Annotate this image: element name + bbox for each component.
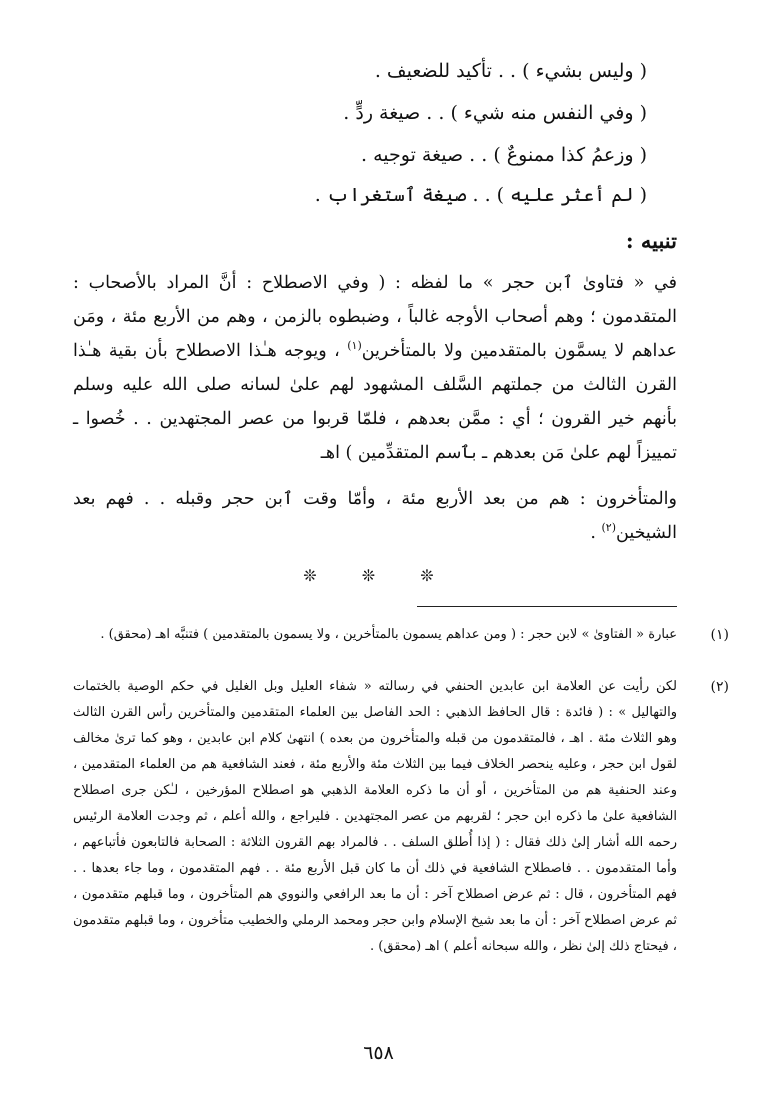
footnote-2: [73, 674, 729, 960]
list-item: ( لم أعثر عليه ) . . صيغة ٱستغراب .: [314, 184, 647, 206]
paragraph-mutaakhirun: [73, 482, 677, 550]
list-item: ( وفي النفس منه شيء ) . . صيغة ردٍّ .: [343, 102, 647, 124]
paragraph-text: ، ويوجه هـٰذا الاصطلاح بأن بقية هـٰذا القرن الثالث من جملتهم السَّلف المشهود لهم علىٰ لسانه صلى الله عليه وسلم بأنهم خير القرون ؛ أي : ممَّن بعدهم ، فلمّا قربوا من عصر المجتهدين . . خُصوا ـ تمييزاً لهم علىٰ مَن بعدهم ـ بٱسم المتقدِّمين ) اهـ: [73, 341, 677, 463]
footnote-number: (١): [710, 627, 729, 643]
page-number: ٦٥٨: [363, 1042, 394, 1064]
footnote-number: (٢): [710, 679, 729, 695]
section-heading: تنبيه :: [625, 228, 677, 253]
footnote-ref: (١): [347, 339, 362, 353]
paragraph-fatawa: [73, 266, 677, 470]
section-divider: ❊ ❊ ❊: [303, 566, 454, 585]
footnote-ref: (٢): [601, 521, 616, 535]
paragraph-text: .: [590, 523, 602, 543]
list-item: ( وزعمُ كذا ممنوعٌ ) . . صيغة توجيه .: [361, 144, 647, 166]
paragraph-text: في « فتاوىٰ ٱبن حجر » ما لفظه : ( وفي الاصطلاح : أنَّ المراد بالأصحاب : المتقدمون ؛ وهم أصحاب الأوجه غالباً ، وضبطوه بالزمن ، وهم من الأربع مئة ، ومَن عداهم لا يسمَّون بالمتقدمين ولا بالمتأخرين: [73, 273, 677, 361]
footnote-separator: [417, 606, 677, 607]
list-item: ( وليس بشيء ) . . تأكيد للضعيف .: [374, 60, 647, 82]
footnote-text: عبارة « الفتاوىٰ » لابن حجر : ( ومن عداهم يسمون بالمتأخرين ، ولا يسمون بالمتقدمين ) فتنبَّه اهـ (محقق) .: [100, 627, 677, 642]
footnote-text: لكن رأيت عن العلامة ابن عابدين الحنفي في رسالته « شفاء العليل وبل الغليل في حكم الوصية بالختمات والتهاليل » : ( فائدة : قال الحافظ الذهبي : الحد الفاصل بين العلماء المتقدمين والمتأخرين رأس القرن الثالث وهو الثلاث مئة . اهـ ، فالمتقدمون من قبله والمتأخرون من بعده ) انتهىٰ كلام ابن عابدين ، وهو كما ترىٰ مخالف لقول ابن حجر ، وعليه ينحصر الخلاف فيما بين الثلاث مئة والأربع مئة ، فعند الشافعية هم من العلماء المتقدمين ، وعند الحنفية هم من المتأخرين ، أو أن ما ذكره العلامة الذهبي هو اصطلاح المؤرخين ، لـٰكن جرى اصطلاح الشافعية علىٰ ما ذكره ابن حجر ؛ لقربهم من عصر المجتهدين . فليراجع ، والله أعلم ، ثم وجدت العلامة الرئيس رحمه الله أشار إلىٰ ذلك فقال : ( إذا أُطلق السلف . . فالمراد بهم القرون الثلاثة : الصحابة فالتابعون فأتباعهم ، وأما المتقدمون . . فاصطلاح الشافعية في ذلك أن ما كان قبل الأربع مئة . . فهم المتقدمون ، وما جاء بعدها . . فهم المتأخرون ، قال : ثم عرض اصطلاح آخر : أن ما بعد الرافعي والنووي هم المتأخرون ، وما قبلهم متقدمون ، ثم عرض اصطلاح آخر : أن ما بعد شيخ الإسلام وابن حجر ومحمد الرملي والخطيب متأخرون ، وما قبلهم متقدمون ، فيحتاج ذلك إلىٰ نظر ، والله سبحانه أعلم ) اهـ (محقق) .: [73, 679, 677, 954]
paragraph-text: والمتأخرون : هم من بعد الأربع مئة ، وأمّا وقت ٱبن حجر وقبله . . فهم بعد الشيخين: [73, 489, 677, 543]
footnote-1: [73, 622, 729, 648]
